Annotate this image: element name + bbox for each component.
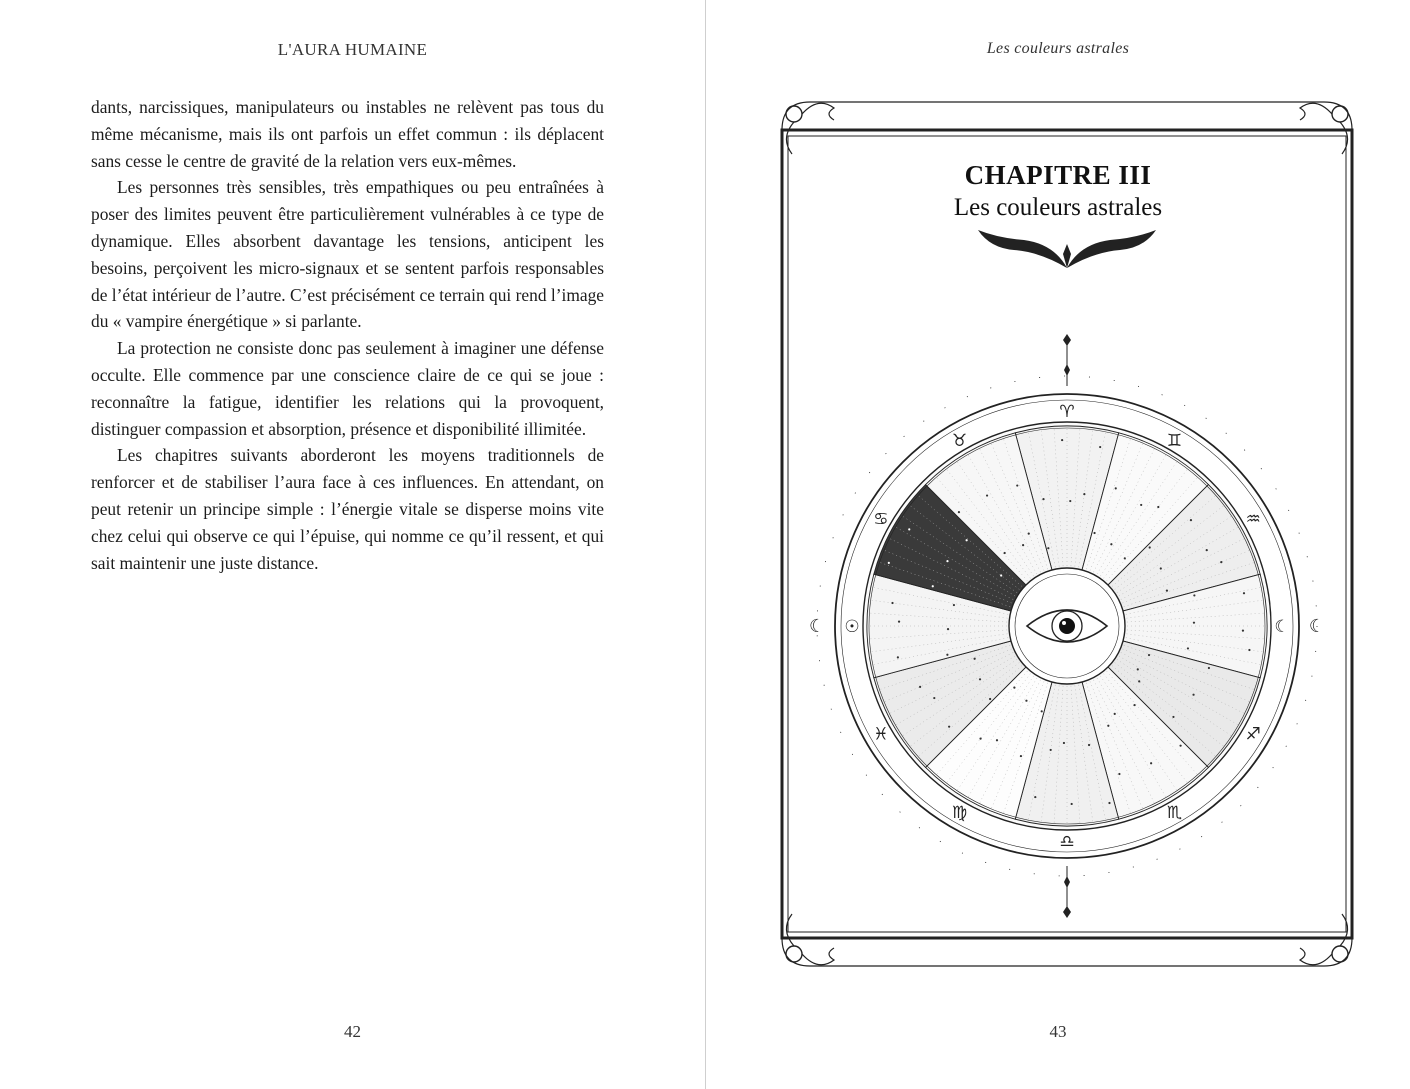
zodiac-sign: ♉ xyxy=(951,430,968,451)
star-dot xyxy=(1108,802,1110,804)
star-dot xyxy=(1148,654,1150,656)
star-dot xyxy=(1093,532,1095,534)
star-dot xyxy=(1042,498,1044,500)
star-dot xyxy=(979,738,981,740)
chapter-plate xyxy=(778,94,1356,974)
running-head-left: L'AURA HUMAINE xyxy=(277,40,428,59)
star-dot xyxy=(1034,796,1036,798)
star-dot xyxy=(1022,544,1024,546)
star-dot xyxy=(996,739,998,741)
star-dot xyxy=(1083,493,1085,495)
star-dot xyxy=(1050,749,1052,751)
star-dot xyxy=(919,686,921,688)
star-dot xyxy=(1248,649,1250,651)
star-dot xyxy=(1071,803,1073,805)
chapter-number: CHAPITRE III xyxy=(964,160,1152,190)
moon-symbol: ☾ xyxy=(808,616,826,637)
star-dot xyxy=(1004,552,1006,554)
star-dot xyxy=(947,628,949,630)
star-dot xyxy=(1088,744,1090,746)
star-dot xyxy=(1047,547,1049,549)
star-dot xyxy=(933,697,935,699)
page-number-left: 42 xyxy=(344,1022,361,1041)
title-ornament xyxy=(978,230,1156,268)
star-dot xyxy=(986,494,988,496)
star-dot xyxy=(1124,557,1126,559)
zodiac-sign: ☾ xyxy=(1274,617,1290,637)
star-dot xyxy=(891,602,893,604)
zodiac-sign: ☉ xyxy=(844,617,860,637)
star-dot xyxy=(1157,506,1159,508)
star-dot xyxy=(1107,725,1109,727)
star-dot xyxy=(1138,680,1140,682)
star-dot xyxy=(1220,561,1222,563)
star-dot xyxy=(1099,446,1101,448)
star-dot xyxy=(1133,704,1135,706)
star-dot xyxy=(1110,543,1112,545)
star-dot xyxy=(1041,710,1043,712)
zodiac-sign: ♈ xyxy=(1059,402,1075,422)
star-dot xyxy=(948,726,950,728)
zodiac-sign: ♍ xyxy=(951,803,968,824)
star-dot xyxy=(1118,773,1120,775)
star-dot xyxy=(1243,592,1245,594)
star-dot xyxy=(958,511,960,513)
zodiac-sign: ♊ xyxy=(1166,430,1183,451)
star-dot xyxy=(1193,594,1195,596)
star-dot xyxy=(979,678,981,680)
star-dot xyxy=(897,656,899,658)
zodiac-sign: ♏ xyxy=(1166,803,1183,824)
star-dot xyxy=(1208,667,1210,669)
star-dot xyxy=(932,585,934,587)
zodiac-sign: ♎ xyxy=(1059,832,1075,852)
star-dot xyxy=(1114,713,1116,715)
page-number-right: 43 xyxy=(1049,1022,1067,1041)
paragraph-1: dants, narcissiques, manipulateurs ou instables ne relèvent pas tous du même mécanisme, mais ils ont parfois un effet commun : ils déplacent sans cesse le centre de gravité de la relation vers eux-mêmes. xyxy=(91,97,604,171)
zodiac-sign: ♐ xyxy=(1245,724,1261,745)
star-dot xyxy=(1187,647,1189,649)
star-dot xyxy=(1179,745,1181,747)
star-dot xyxy=(1150,762,1152,764)
star-dot xyxy=(1020,755,1022,757)
star-dot xyxy=(1061,439,1063,441)
star-dot xyxy=(1160,567,1162,569)
star-dot xyxy=(989,698,991,700)
body-text xyxy=(91,94,604,576)
star-dot xyxy=(1140,504,1142,506)
star-dot xyxy=(1000,574,1002,576)
star-dot xyxy=(966,539,968,541)
paragraph-3: La protection ne consiste donc pas seulement à imaginer une défense occulte. Elle commence par une conscience claire de ce qui se joue : reconnaître la fatigue, identifier les relations qui la provoquent, distinguer compassion et absorption, présence et disponibilité illimitée. xyxy=(91,338,604,439)
star-dot xyxy=(1192,694,1194,696)
star-dot xyxy=(1172,716,1174,718)
running-head-right: Les couleurs astrales xyxy=(986,40,1130,57)
star-dot xyxy=(1063,742,1065,744)
star-dot xyxy=(1013,686,1015,688)
star-dot xyxy=(974,658,976,660)
chapter-title: Les couleurs astrales xyxy=(953,194,1163,221)
star-dot xyxy=(1149,546,1151,548)
star-dot xyxy=(1028,533,1030,535)
star-dot xyxy=(1190,519,1192,521)
paragraph-4: Les chapitres suivants aborderont les moyens traditionnels de renforcer et de stabiliser l’aura face à ces influences. En attendant, on peut retenir un principe simple : l’énergie vitale se disperse moins vite chez celui qui observe ce qui l’épuise, qui nomme ce qu’il ressent, et qui sait maintenir une juste distance. xyxy=(91,445,604,573)
star-dot xyxy=(898,621,900,623)
right-page xyxy=(706,0,1410,1089)
star-dot xyxy=(1193,622,1195,624)
star-dot xyxy=(1137,668,1139,670)
zodiac-sign: ♋ xyxy=(873,509,889,530)
star-dot xyxy=(946,654,948,656)
moon-symbol: ☾ xyxy=(1308,616,1326,637)
paragraph-2: Les personnes très sensibles, très empathiques ou peu entraînées à poser des limites peuvent être particulièrement vulnérables à ce type de dynamique. Elles absorbent davantage les tensions, anticipent les besoins, perçoivent les micro-signaux et se sentent parfois responsables de l’état intérieur de l’autre. C’est précisément ce terrain qui rend l’image du « vampire énergétique » si parlante. xyxy=(91,177,604,332)
star-dot xyxy=(1242,630,1244,632)
zodiac-wheel-illustration xyxy=(809,334,1325,918)
zodiac-sign: ♓ xyxy=(873,724,889,745)
star-dot xyxy=(908,528,910,530)
star-dot xyxy=(1016,484,1018,486)
star-dot xyxy=(1115,487,1117,489)
star-dot xyxy=(888,562,890,564)
zodiac-sign: ♒ xyxy=(1245,509,1261,530)
star-dot xyxy=(1069,500,1071,502)
star-dot xyxy=(1206,549,1208,551)
star-dot xyxy=(946,560,948,562)
star-dot xyxy=(953,604,955,606)
star-dot xyxy=(1025,700,1027,702)
star-dot xyxy=(1166,590,1168,592)
